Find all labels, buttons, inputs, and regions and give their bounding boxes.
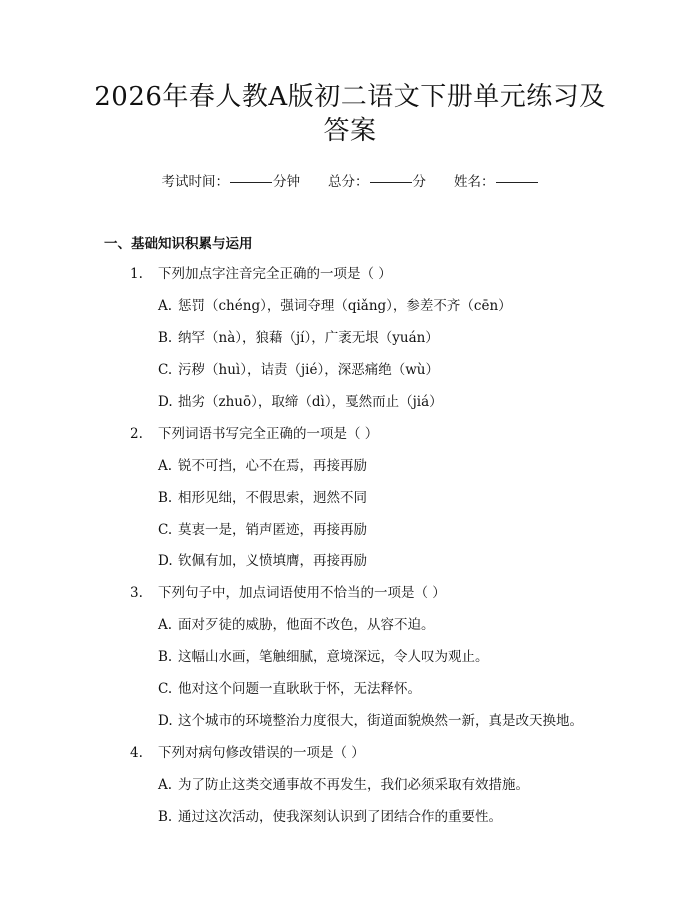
title-line-1: 2026年春人教A版初二语文下册单元练习及 xyxy=(94,82,606,112)
answer-option xyxy=(158,358,439,378)
option-text: 拙劣（zhuō），取缔（dì），戛然而止（jiá） xyxy=(178,394,443,410)
answer-option xyxy=(158,390,443,410)
total-score-label: 总分： xyxy=(328,174,369,190)
question-stem xyxy=(130,422,378,442)
question-number: 4. xyxy=(130,745,143,761)
option-letter: D. xyxy=(158,713,173,729)
question-text: 下列加点字注音完全正确的一项是（ ） xyxy=(158,266,392,282)
option-text: 通过这次活动，使我深刻认识到了团结合作的重要性。 xyxy=(178,809,502,825)
student-name-label: 姓名： xyxy=(454,174,495,190)
question-text: 下列词语书写完全正确的一项是（ ） xyxy=(158,426,379,442)
answer-option xyxy=(158,549,367,569)
document-title xyxy=(60,80,640,148)
option-text: 莫衷一是，销声匿迹，再接再励 xyxy=(178,522,367,538)
question-stem xyxy=(130,262,392,282)
student-name-blank xyxy=(496,182,538,183)
exam-time-blank xyxy=(230,182,272,183)
answer-option xyxy=(158,773,529,793)
answer-option xyxy=(158,677,421,697)
answer-option xyxy=(158,486,367,506)
title-line-2: 答案 xyxy=(323,116,377,146)
student-name xyxy=(454,170,539,190)
option-letter: B. xyxy=(158,809,173,825)
option-text: 这个城市的环境整治力度很大，街道面貌焕然一新，真是改天换地。 xyxy=(178,713,583,729)
option-text: 他对这个问题一直耿耿于怀，无法释怀。 xyxy=(178,681,421,697)
option-text: 锐不可挡，心不在焉，再接再励 xyxy=(178,458,367,474)
answer-option xyxy=(158,294,512,314)
answer-option xyxy=(158,613,435,633)
answer-option xyxy=(158,518,367,538)
option-text: 相形见绌，不假思索，迥然不同 xyxy=(178,490,367,506)
option-letter: C. xyxy=(158,522,173,538)
option-letter: A. xyxy=(158,298,173,314)
section-heading: 一、基础知识积累与运用 xyxy=(104,236,253,252)
question-stem xyxy=(130,581,446,601)
option-letter: D. xyxy=(158,394,173,410)
exam-meta xyxy=(0,170,700,190)
exam-time xyxy=(162,170,301,190)
option-letter: A. xyxy=(158,617,173,633)
option-letter: B. xyxy=(158,649,173,665)
answer-option xyxy=(158,645,489,665)
option-letter: D. xyxy=(158,553,173,569)
option-text: 为了防止这类交通事故不再发生，我们必须采取有效措施。 xyxy=(178,777,529,793)
option-text: 面对歹徒的威胁，他面不改色，从容不迫。 xyxy=(178,617,435,633)
option-letter: A. xyxy=(158,777,173,793)
option-letter: C. xyxy=(158,681,173,697)
exam-time-unit: 分钟 xyxy=(273,174,300,190)
question-stem xyxy=(130,741,365,761)
answer-option xyxy=(158,326,439,346)
answer-option xyxy=(158,454,367,474)
option-letter: A. xyxy=(158,458,173,474)
question-text: 下列对病句修改错误的一项是（ ） xyxy=(158,745,365,761)
option-text: 污秽（huì），诘责（jié），深恶痛绝（wù） xyxy=(178,362,439,378)
answer-option xyxy=(158,709,583,729)
question-number: 2. xyxy=(130,426,143,442)
option-text: 这幅山水画，笔触细腻，意境深远，令人叹为观止。 xyxy=(178,649,489,665)
option-letter: B. xyxy=(158,330,173,346)
question-number: 3. xyxy=(130,585,143,601)
total-score-blank xyxy=(370,182,412,183)
exam-time-label: 考试时间： xyxy=(161,174,229,190)
total-score-unit: 分 xyxy=(412,174,426,190)
option-text: 纳罕（nà），狼藉（jí），广袤无垠（yuán） xyxy=(178,330,439,346)
option-text: 钦佩有加，义愤填膺，再接再励 xyxy=(178,553,367,569)
option-text: 惩罚（chéng），强词夺理（qiǎng），参差不齐（cēn） xyxy=(178,298,512,314)
question-text: 下列句子中，加点词语使用不恰当的一项是（ ） xyxy=(158,585,446,601)
question-number: 1. xyxy=(130,266,143,282)
total-score xyxy=(328,170,426,190)
option-letter: B. xyxy=(158,490,173,506)
answer-option xyxy=(158,805,502,825)
option-letter: C. xyxy=(158,362,173,378)
